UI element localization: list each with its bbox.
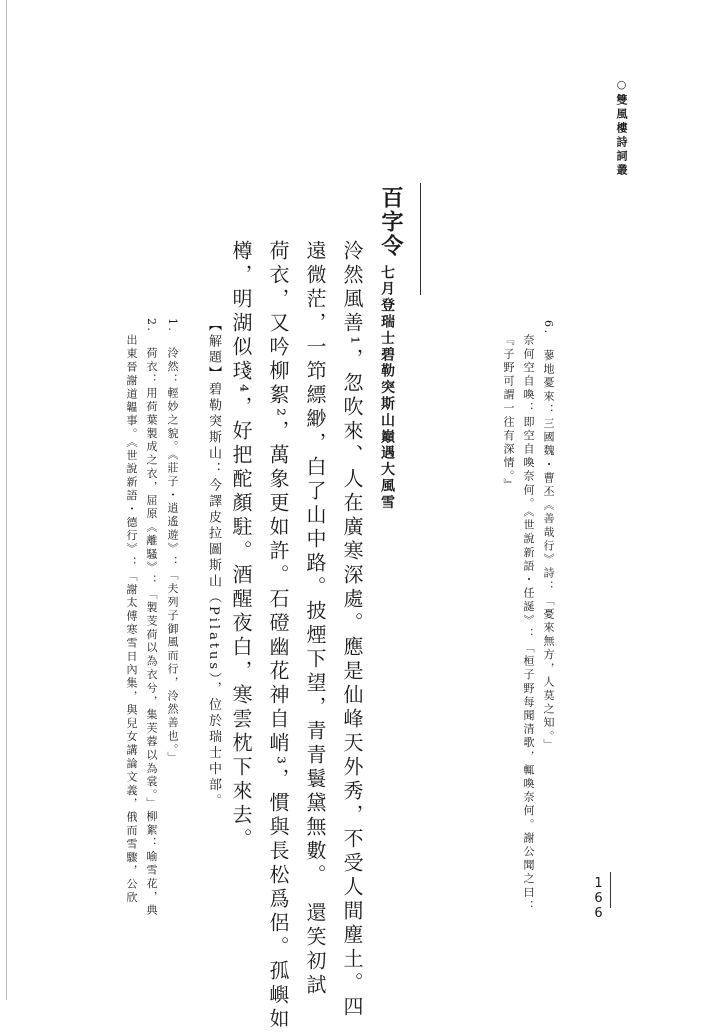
commentary: 【解題】碧勒突斯山：今譯皮拉圖斯山（Pilatus），位於瑞士中部。 — [206, 318, 221, 810]
poem-line: 荷衣，又吟柳絮²，萬象更如許。石磴幽花神自峭³，慣與長松爲侶。孤嶼如 — [266, 240, 290, 1032]
running-head — [616, 78, 627, 178]
carryover-note-line: 『子野可謂一往有深情。』 — [502, 334, 515, 492]
page-edge — [6, 0, 7, 1000]
separator-rule — [420, 183, 421, 295]
note-line: 出東晉謝道韞事。《世說新語・德行》：「謝太傅寒雪日內集，與兒女講論文義，俄而雪驟，公欣 — [125, 334, 138, 905]
poem-line: 樽，明湖似琖⁴，好把酡顏駐。酒醒夜白，寒雲枕下來去。 — [229, 240, 253, 853]
carryover-note-line: 奈何空自喚：即空自喚奈何。《世說新語・任誕》：「桓子野每聞清歌，輒喚奈何。謝公聞之曰： — [522, 334, 535, 914]
carryover-note-line: 6. 蓼地憂來：三國魏・曹丕《善哉行》詩：「憂來無方，人莫之知。」 — [542, 320, 555, 752]
poem-title: 百字令 — [378, 186, 404, 258]
page-number-rule — [610, 872, 611, 908]
poem-line: 泠然風善¹，忽吹來、人在廣寒深處。應是仙峰天外秀，不受人間塵土。四 — [340, 240, 364, 1021]
note-line: 1. 泠然：輕妙之貌。《莊子・逍遙遊》：「夫列子御風而行，泠然善也。」 — [166, 318, 179, 765]
running-head-mark: ○ — [615, 78, 628, 94]
page-number: 166 — [591, 876, 606, 921]
running-head-title: 雙風樓詩詞叢 — [615, 94, 628, 178]
note-line: 2. 荷衣：用荷葉製成之衣，屈原《離騷》：「製芰荷以為衣兮，集芙蓉以為裳。」柳絮：喻雪花，典 — [145, 318, 158, 918]
poem-subtitle: 七月登瑞士碧勒突斯山巔遇大風雪 — [379, 265, 395, 511]
poem-line: 遠微茫，一笻縹緲，白了山中路。披煙下望，青青鬟黛無數。 還笑初試 — [303, 240, 327, 998]
